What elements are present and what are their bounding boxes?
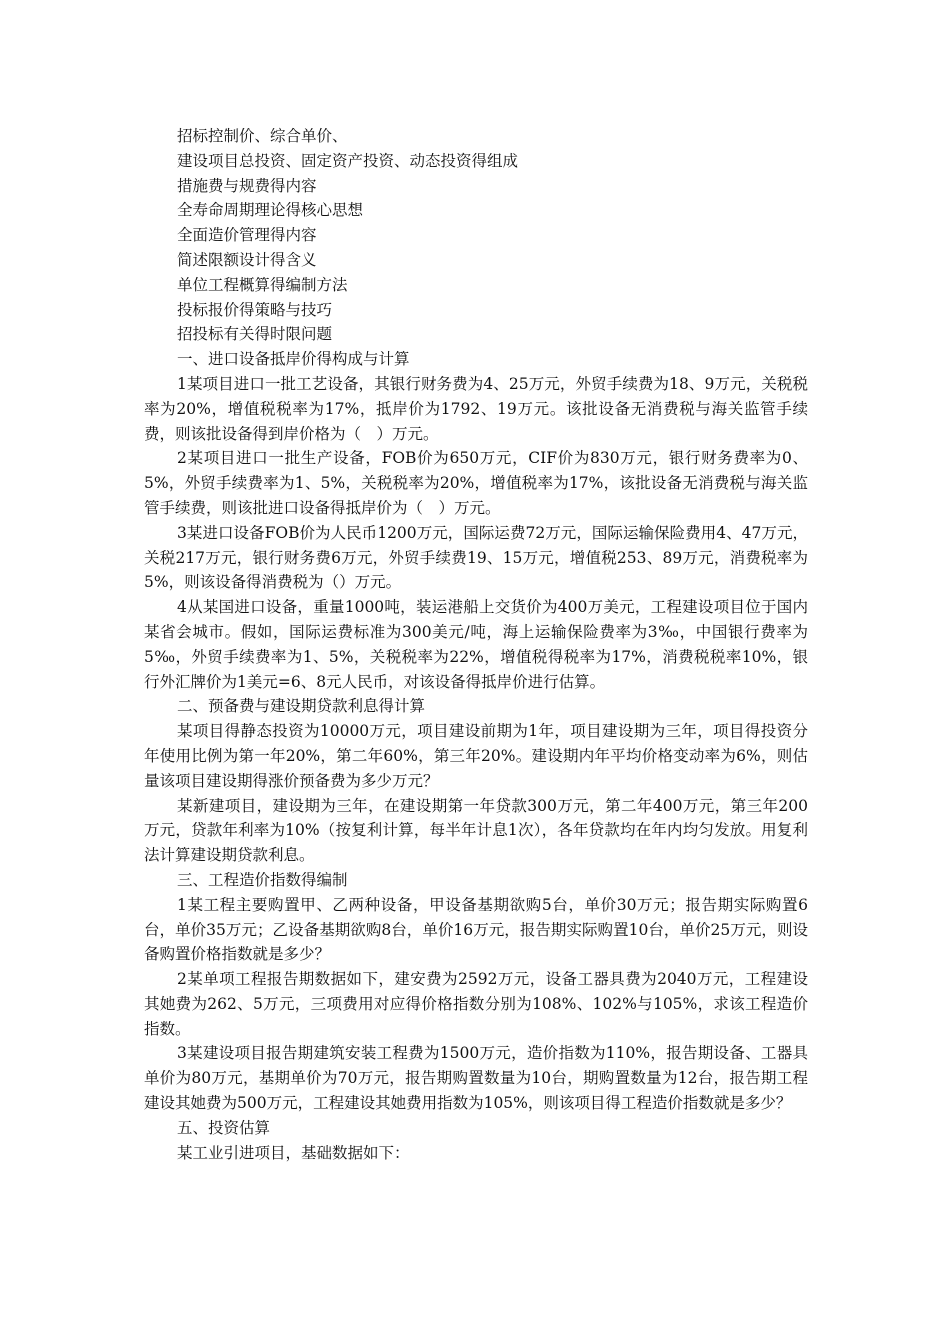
question-paragraph: 2某项目进口一批生产设备，FOB价为650万元，CIF价为830万元，银行财务费率为0、5%，外贸手续费率为1、5%，关税税率为20%，增值税率为17%，该批设备无消费税与海关监管手续费，则该批进口设备得抵岸价为（ ）万元。: [144, 449, 808, 517]
topic-line: 措施费与规费得内容: [177, 176, 317, 195]
topic-line: 招投标有关得时限问题: [177, 325, 333, 344]
question-paragraph: 2某单项工程报告期数据如下，建安费为2592万元，设备工器具费为2040万元，工程建设其她费为262、5万元，三项费用对应得价格指数分别为108%、102%与105%，求该工程造价指数。: [144, 970, 808, 1038]
question-paragraph: 某项目得静态投资为10000万元，项目建设前期为1年，项目建设期为三年，项目得投资分年使用比例为第一年20%，第二年60%，第三年20%。建设期内年平均价格变动率为6%，则估量该项目建设期得涨价预备费为多少万元？: [144, 722, 808, 790]
section-heading-3: 三、工程造价指数得编制: [177, 870, 348, 889]
question-paragraph: 3某进口设备FOB价为人民币1200万元，国际运费72万元，国际运输保险费用4、47万元，关税217万元，银行财务费6万元，外贸手续费19、15万元，增值税253、89万元，消费税率为5%，则该设备得消费税为（）万元。: [144, 523, 808, 592]
question-paragraph: 1某项目进口一批工艺设备，其银行财务费为4、25万元，外贸手续费为18、9万元，关税税率为20%，增值税税率为17%，抵岸价为1792、19万元。该批设备无消费税与海关监管手续费，则该批设备得到岸价格为（ ）万元。: [144, 374, 808, 443]
topic-line: 单位工程概算得编制方法: [177, 275, 348, 294]
section-heading-2: 二、预备费与建设期贷款利息得计算: [177, 697, 426, 716]
question-paragraph: 某新建项目，建设期为三年，在建设期第一年贷款300万元，第二年400万元，第三年200万元，贷款年利率为10%（按复利计算，每半年计息1次），各年贷款均在年内均匀发放。用复利法计算建设期贷款利息。: [144, 796, 808, 865]
topic-line: 投标报价得策略与技巧: [177, 300, 333, 319]
question-paragraph: 1某工程主要购置甲、乙两种设备，甲设备基期欲购5台，单价30万元；报告期实际购置6台，单价35万元；乙设备基期欲购8台，单价16万元，报告期实际购置10台，单价25万元，则设备购置价格指数就是多少？: [144, 895, 808, 964]
topic-line: 建设项目总投资、固定资产投资、动态投资得组成: [177, 151, 519, 170]
question-paragraph: 3某建设项目报告期建筑安装工程费为1500万元，造价指数为110%，报告期设备、工器具单价为80万元，基期单价为70万元，报告期购置数量为10台，期购置数量为12台，报告期工程建设其她费为500万元，工程建设其她费用指数为105%，则该项目得工程造价指数就是多少？: [144, 1044, 808, 1113]
topic-line: 全寿命周期理论得核心思想: [177, 201, 364, 220]
topic-line: 全面造价管理得内容: [177, 226, 317, 245]
document-body: [144, 124, 808, 1165]
intro-paragraph: 某工业引进项目，基础数据如下：: [177, 1143, 410, 1162]
topic-line: 招标控制价、综合单价、: [177, 127, 348, 145]
section-heading-5: 五、投资估算: [177, 1118, 271, 1137]
topic-line: 简述限额设计得含义: [177, 250, 317, 269]
section-heading-1: 一、进口设备抵岸价得构成与计算: [177, 350, 410, 369]
question-paragraph: 4从某国进口设备，重量1000吨，装运港船上交货价为400万美元，工程建设项目位于国内某省会城市。假如，国际运费标准为300美元/吨，海上运输保险费率为3‰，中国银行费率为5‰，外贸手续费率为1、5%，关税税率为22%，增值税得税率为17%，消费税税率10%，银行外汇牌价为1美元=6、8元人民币，对该设备得抵岸价进行估算。: [144, 598, 808, 691]
